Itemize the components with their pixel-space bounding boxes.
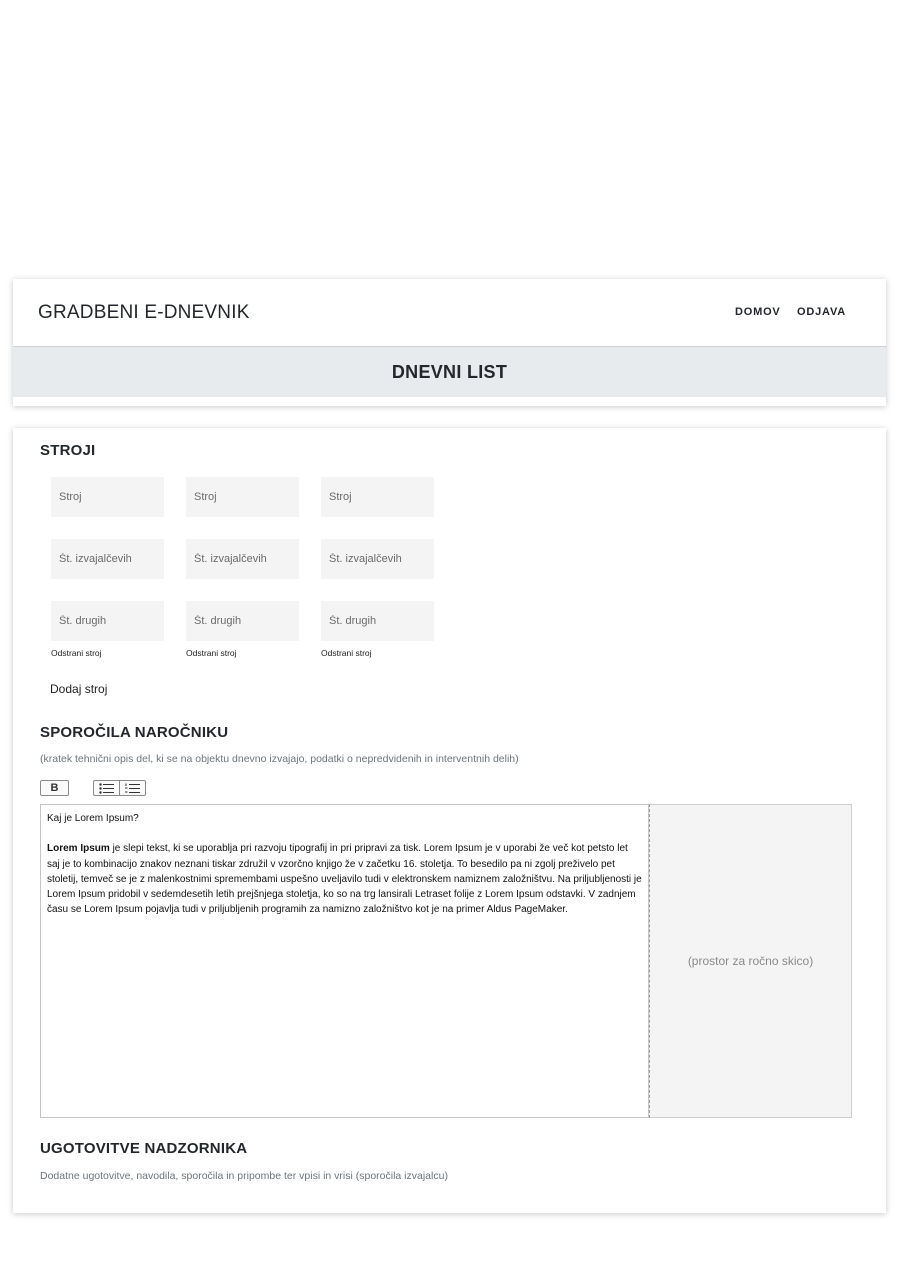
nav-home-link[interactable]: DOMOV xyxy=(735,306,781,318)
remove-machine-link-2[interactable]: Odstrani stroj xyxy=(186,648,237,658)
main-card xyxy=(13,428,886,1213)
machines-title: STROJI xyxy=(40,442,96,459)
others-count-input-2[interactable] xyxy=(186,601,299,641)
machine-input-3[interactable] xyxy=(321,477,434,517)
contractors-count-input-3[interactable] xyxy=(321,539,434,579)
bullet-list-icon xyxy=(99,783,114,794)
brand-title: GRADBENI E-DNEVNIK xyxy=(38,302,250,323)
bullet-list-button[interactable] xyxy=(93,780,120,796)
add-machine-button[interactable]: Dodaj stroj xyxy=(50,682,108,696)
client-messages-hint: (kratek tehnični opis del, ki se na objektu dnevno izvajajo, podatki o nepredvidenih in interventnih delih) xyxy=(40,753,519,765)
editor-body-text: je slepi tekst, ki se uporablja pri razvoju tipografij in pri pripravi za tisk. Lorem Ipsum je v uporabi že več kot petsto let saj je to kombinacijo znakov neznani tiskar združil v vzorčno knjigo že v začetku 16. stoletja. To besedilo pa ni zgolj preživelo pet stoletij, temveč se je z malenkostnimi spremembami uspešno uveljavilo tudi v elektronskem namiznem založništvu. Na priljubljenosti je Lorem Ipsum pridobil v sedemdesetih letih prejšnjega stoletja, ko so na trg lansirali Letraset folije z Lorem Ipsum odstavki. V zadnjem času se Lorem Ipsum pojavlja tudi v priljubljenih programih za namizno založništvo kot je na primer Aldus PageMaker. xyxy=(47,843,642,916)
remove-machine-link-3[interactable]: Odstrani stroj xyxy=(321,648,372,658)
remove-machine-link-1[interactable]: Odstrani stroj xyxy=(51,648,102,658)
nav-logout-link[interactable]: ODJAVA xyxy=(797,306,847,318)
header-card xyxy=(13,279,886,406)
numbered-list-icon xyxy=(125,783,140,794)
message-editor[interactable] xyxy=(40,804,649,1118)
machine-input-2[interactable] xyxy=(186,477,299,517)
others-count-input-1[interactable] xyxy=(51,601,164,641)
contractors-count-input-2[interactable] xyxy=(186,539,299,579)
page-title: DNEVNI LIST xyxy=(13,346,886,397)
machine-input-1[interactable] xyxy=(51,477,164,517)
editor-paragraph xyxy=(47,841,642,917)
editor-question: Kaj je Lorem Ipsum? xyxy=(47,813,139,824)
numbered-list-button[interactable] xyxy=(119,780,146,796)
sketch-area[interactable]: (prostor za ročno skico) xyxy=(649,804,852,1118)
others-count-input-3[interactable] xyxy=(321,601,434,641)
editor-bold-lead: Lorem Ipsum xyxy=(47,843,110,855)
bold-button[interactable]: B xyxy=(40,780,69,796)
contractors-count-input-1[interactable] xyxy=(51,539,164,579)
supervisor-title: UGOTOVITVE NADZORNIKA xyxy=(40,1140,248,1157)
supervisor-hint: Dodatne ugotovitve, navodila, sporočila in pripombe ter vpisi in vrisi (sporočila izvajalcu) xyxy=(40,1170,448,1182)
client-messages-title: SPOROČILA NAROČNIKU xyxy=(40,724,229,741)
